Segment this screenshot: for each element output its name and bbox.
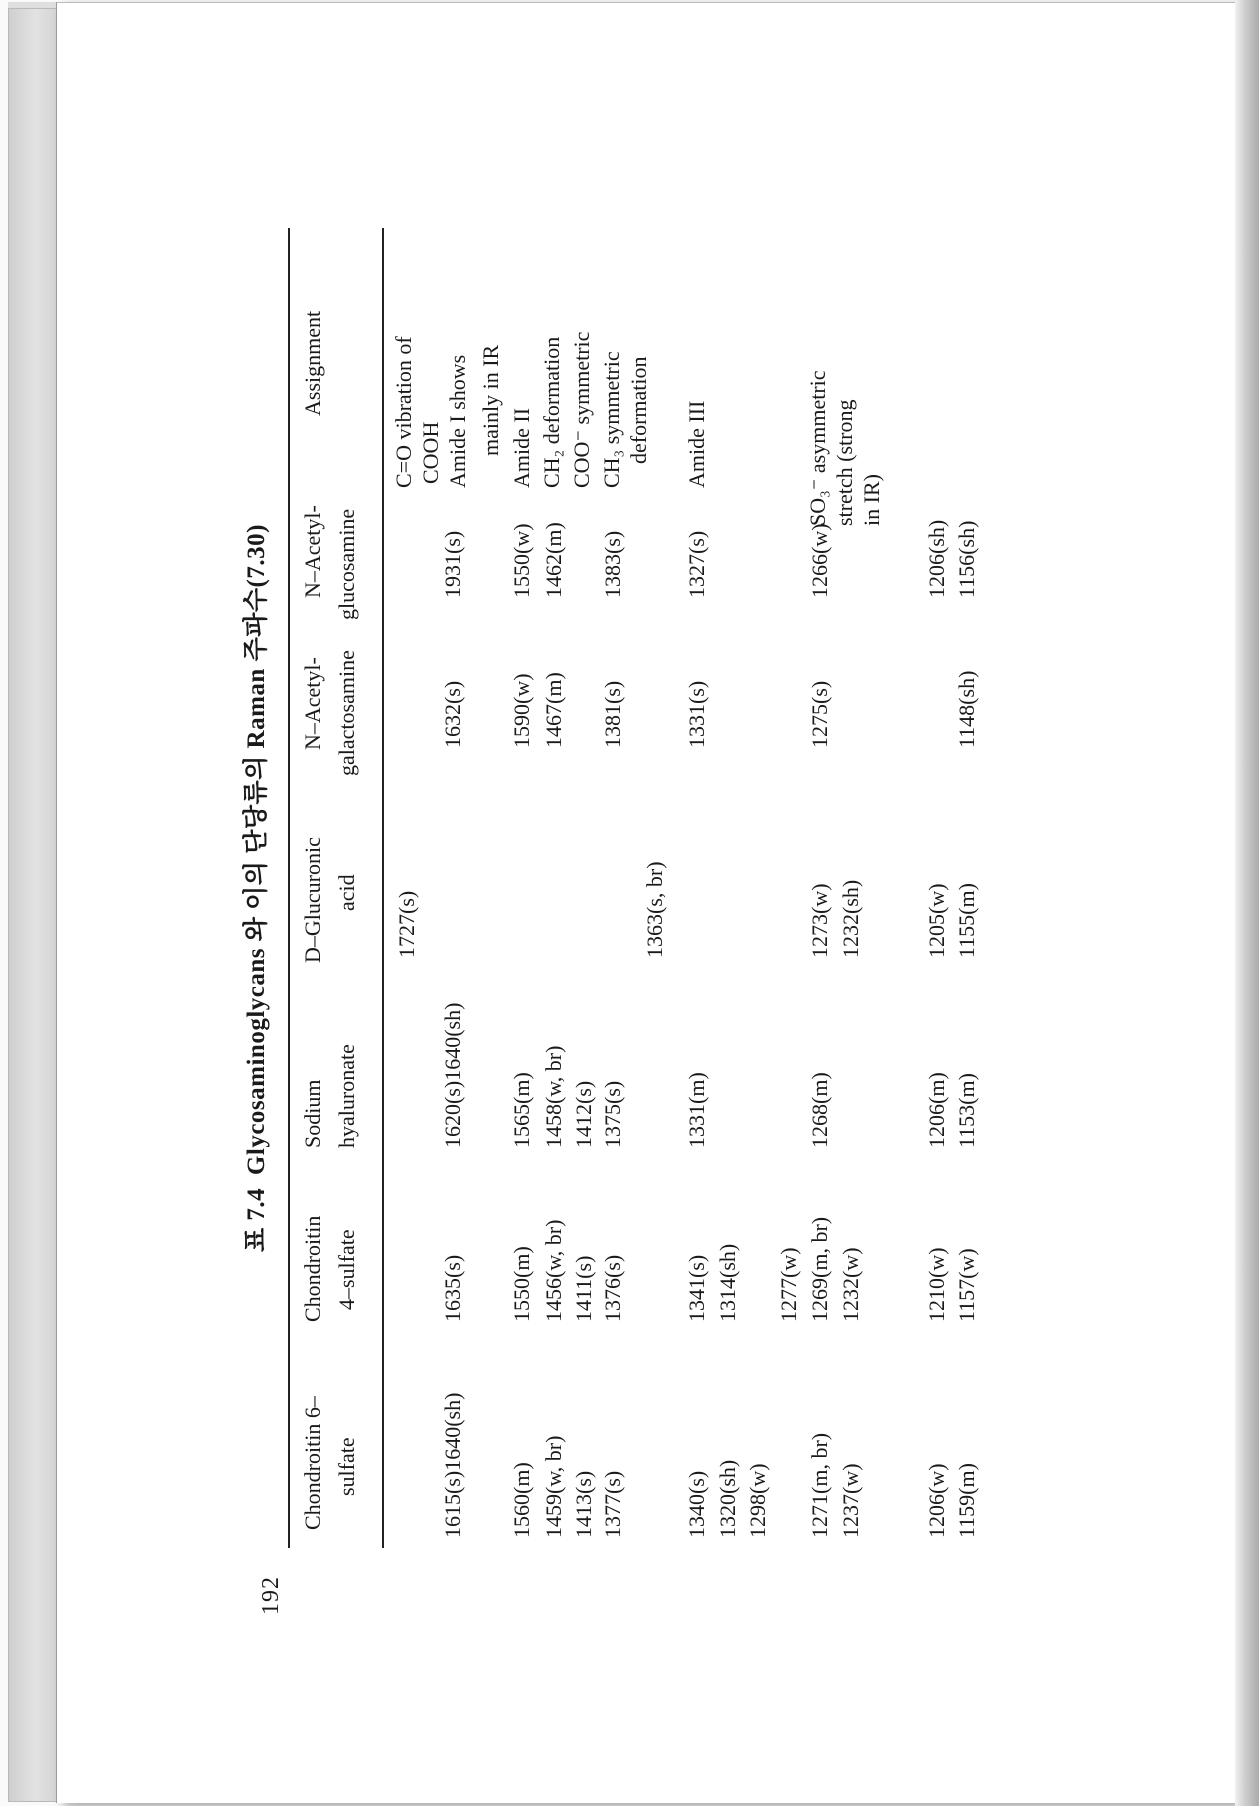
header-assignment: Assignment [300,310,325,416]
c6s-value: 1340(s) [684,1470,709,1538]
c6s-value: 1459(w, br) [541,1435,566,1538]
sh-value: 1331(m) [684,1072,709,1148]
table-title: Glycosaminoglycans 와 이의 단당류의 Raman 주파수(7.30) [243,524,270,1176]
glu-value: 1383(s) [600,530,625,598]
glu-value: 1206(sh) [924,519,949,598]
c6s-value: 1320(sh) [715,1459,740,1538]
gal-value: 1467(m) [541,672,566,748]
glu-value: 1327(s) [684,530,709,598]
sh-value: 1412(s) [571,1080,596,1148]
assignment-cell: C=O vibration of COOH [391,336,443,488]
dga-value: 1232(sh) [838,879,863,958]
header-sodium-hyaluronate: Sodium hyaluronate [300,1044,359,1148]
header-chondroitin-6-sulfate: Chondroitin 6– sulfate [300,1396,359,1530]
page-shadow [1235,0,1259,1806]
sh-value: 1375(s) [600,1080,625,1148]
book-spine-edge [8,8,58,1802]
assignment-cell: Amide III [684,400,709,488]
c4s-value: 1456(w, br) [541,1219,566,1322]
c6s-value: 1298(w) [745,1463,770,1538]
gal-value: 1590(w) [509,673,534,748]
page-number: 192 [258,1576,284,1615]
table-caption [236,228,272,1548]
assignment-cell: COO⁻ symmetric [569,331,594,488]
c6s-value: 1159(m) [954,1463,979,1538]
sh-value: 1268(m) [807,1072,832,1148]
dga-value: 1205(w) [924,883,949,958]
assignment-cell: Amide I shows mainly in IR [445,344,503,488]
glu-value: 1550(w) [509,523,534,598]
c6s-value: 1271(m, br) [807,1432,832,1538]
c4s-value: 1550(m) [509,1246,534,1322]
c4s-value: 1277(w) [776,1247,801,1322]
table-top-rule [288,228,290,1548]
assignment-cell: CH₂ deformation [539,336,564,488]
gal-value: 1632(s) [440,680,465,748]
c4s-value: 1635(s) [440,1254,465,1322]
rotated-table [222,228,1042,1548]
c4s-value: 1314(sh) [715,1243,740,1322]
c4s-value: 1210(w) [924,1247,949,1322]
dga-value: 1273(w) [807,883,832,958]
c6s-value: 1413(s) [571,1470,596,1538]
assignment-cell: CH₃ symmetric deformation [599,351,651,488]
c4s-value: 1269(m, br) [807,1216,832,1322]
sh-value: 1458(w, br) [541,1045,566,1148]
c4s-value: 1157(w) [954,1248,979,1322]
sh-value: 1620(s)1640(sh) [440,1002,465,1148]
gal-value: 1275(s) [807,680,832,748]
gal-value: 1381(s) [600,680,625,748]
dga-value: 1363(s, br) [642,861,667,958]
c4s-value: 1411(s) [571,1255,596,1322]
glu-value: 1266(w) [807,523,832,598]
c6s-value: 1206(w) [924,1463,949,1538]
table-mark: 표 7.4 [243,1187,270,1252]
gal-value: 1148(sh) [954,670,979,748]
assignment-cell: SO₃⁻ asymmetric stretch (strong in IR) [805,370,884,526]
c4s-value: 1376(s) [600,1254,625,1322]
sh-value: 1565(m) [509,1072,534,1148]
c6s-value: 1560(m) [509,1462,534,1538]
glu-value: 1156(sh) [954,520,979,598]
table-header-rule [382,228,384,1548]
header-d-glucuronic-acid: D–Glucuronic acid [300,837,359,963]
header-n-acetyl-glucosamine: N–Acetyl- glucosamine [300,505,359,620]
header-n-acetyl-galactosamine: N–Acetyl- galactosamine [300,650,359,776]
c6s-value: 1615(s)1640(sh) [440,1392,465,1538]
glu-value: 1462(m) [541,522,566,598]
sh-value: 1153(m) [954,1073,979,1148]
c4s-value: 1232(w) [838,1247,863,1322]
dga-value: 1727(s) [394,890,419,958]
glu-value: 1931(s) [440,530,465,598]
c6s-value: 1377(s) [600,1470,625,1538]
header-chondroitin-4-sulfate: Chondroitin 4–sulfate [300,1215,359,1322]
gal-value: 1331(s) [684,680,709,748]
assignment-cell: Amide II [509,407,534,488]
c6s-value: 1237(w) [838,1463,863,1538]
sh-value: 1206(m) [924,1072,949,1148]
dga-value: 1155(m) [954,883,979,958]
c4s-value: 1341(s) [684,1254,709,1322]
